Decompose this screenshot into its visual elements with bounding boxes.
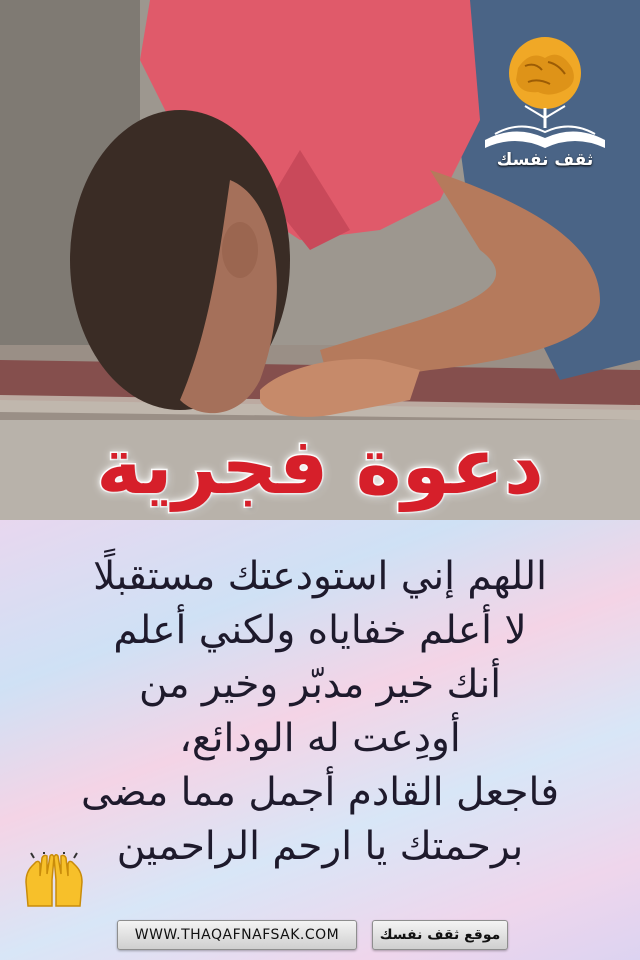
prayer-line: أودِعت له الودائع، — [179, 716, 461, 761]
prayer-text — [20, 550, 620, 874]
prayer-line: أنك خير مدبّر وخير من — [138, 662, 502, 707]
brain-book-icon — [480, 28, 610, 153]
website-url-button[interactable]: WWW.THAQAFNAFSAK.COM — [117, 920, 357, 950]
page-title: دعوة فجرية — [96, 422, 544, 512]
brand-logo — [480, 28, 610, 178]
footer-bar — [0, 920, 640, 950]
brand-name: ثقف نفسك — [496, 150, 594, 170]
prayer-line: لا أعلم خفاياه ولكني أعلم — [113, 608, 527, 653]
site-name-button[interactable]: موقع ثقف نفسك — [372, 920, 508, 950]
raising-hands-icon — [22, 852, 86, 908]
prayer-line: اللهم إني استودعتك مستقبلًا — [93, 554, 547, 599]
title-container — [0, 412, 640, 532]
prayer-line: برحمتك يا ارحم الراحمين — [116, 824, 524, 869]
prayer-line: فاجعل القادم أجمل مما مضى — [81, 770, 559, 815]
